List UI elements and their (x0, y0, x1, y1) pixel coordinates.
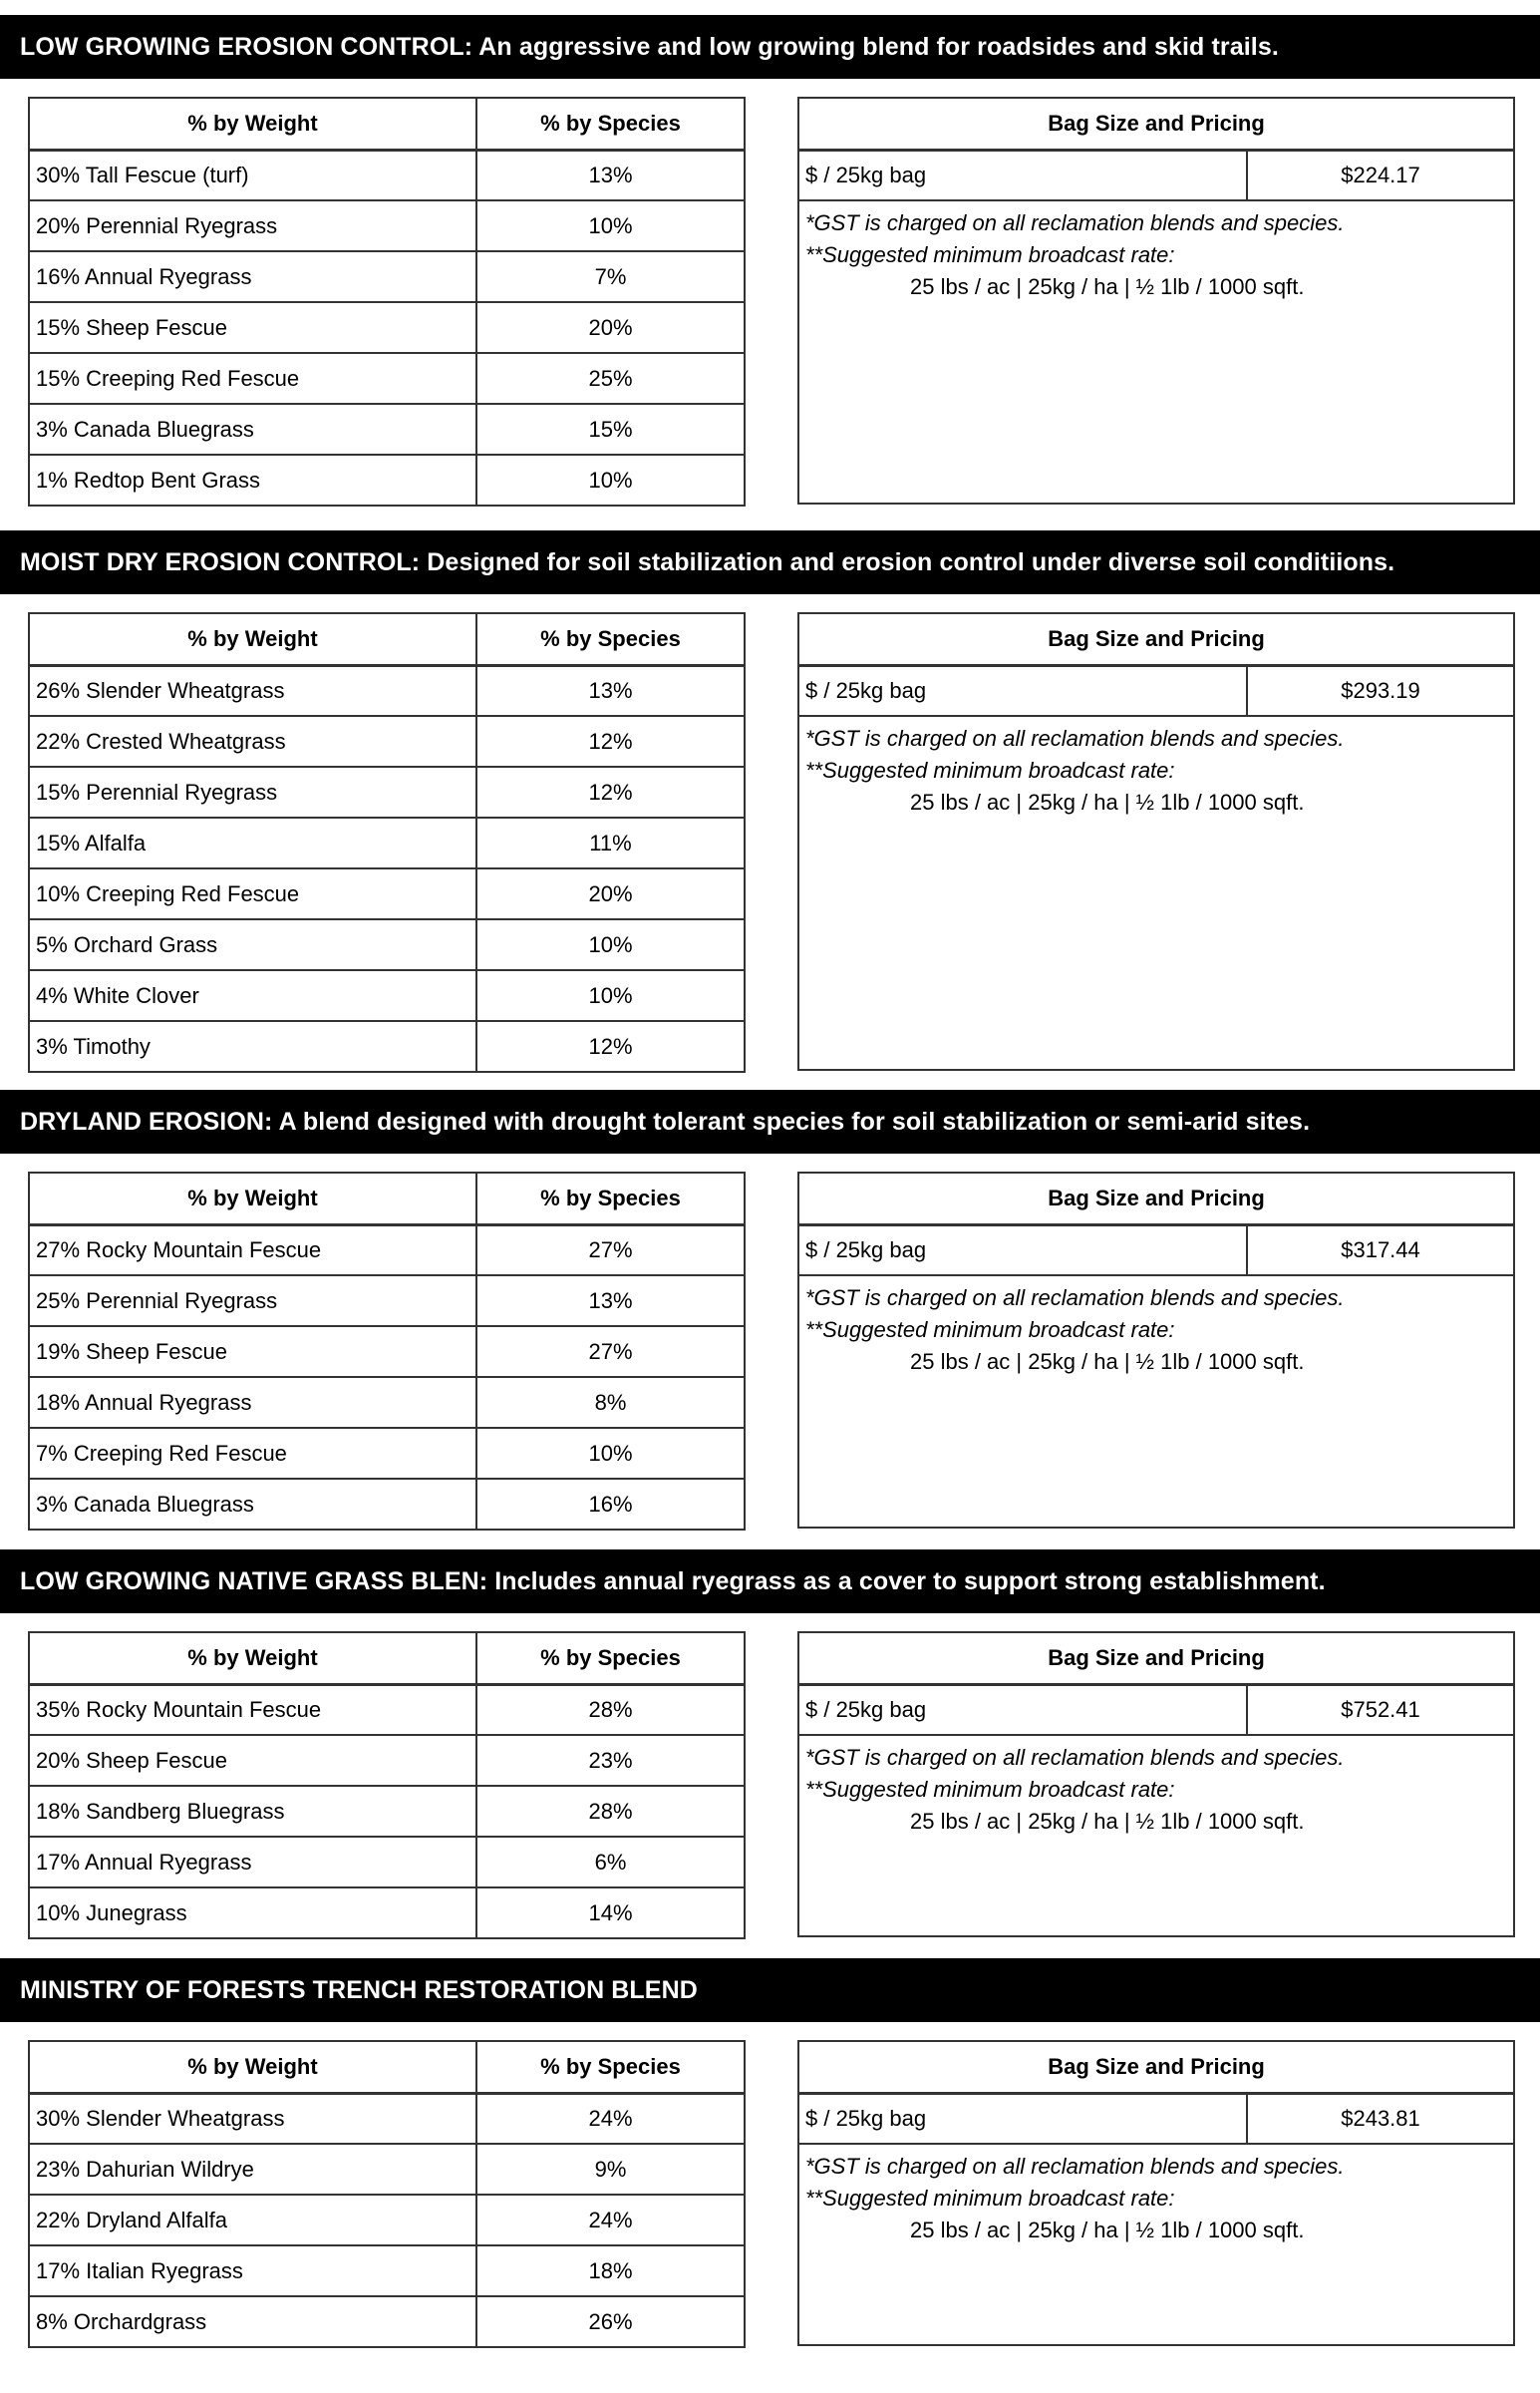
composition-row (29, 200, 745, 251)
percent-by-weight: 17% Italian Ryegrass (29, 2245, 476, 2296)
pricing-header-row (798, 613, 1514, 665)
percent-by-species: 10% (476, 200, 745, 251)
pricing-table (797, 1631, 1515, 1937)
composition-row (29, 455, 745, 506)
composition-row (29, 404, 745, 455)
column-header-species: % by Species (476, 98, 745, 150)
column-header-weight: % by Weight (29, 1632, 476, 1684)
percent-by-weight: 3% Timothy (29, 1021, 476, 1072)
composition-row (29, 767, 745, 818)
percent-by-species: 18% (476, 2245, 745, 2296)
percent-by-species: 26% (476, 2296, 745, 2347)
percent-by-weight: 26% Slender Wheatgrass (29, 665, 476, 716)
notes-row (798, 1275, 1514, 1528)
percent-by-weight: 25% Perennial Ryegrass (29, 1275, 476, 1326)
percent-by-weight: 16% Annual Ryegrass (29, 251, 476, 302)
percent-by-weight: 23% Dahurian Wildrye (29, 2144, 476, 2195)
percent-by-species: 10% (476, 1428, 745, 1479)
pricing-notes (798, 716, 1514, 1070)
blend-title: LOW GROWING EROSION CONTROL: (20, 33, 473, 61)
percent-by-weight: 10% Junegrass (29, 1887, 476, 1938)
bag-price: $752.41 (1247, 1684, 1514, 1735)
percent-by-weight: 3% Canada Bluegrass (29, 404, 476, 455)
composition-table (28, 97, 746, 507)
composition-row (29, 919, 745, 970)
percent-by-weight: 15% Creeping Red Fescue (29, 353, 476, 404)
percent-by-species: 10% (476, 970, 745, 1021)
blend-description: A blend designed with drought tolerant species for soil stabilization or semi-arid sites. (272, 1108, 1311, 1136)
blend-description: Includes annual ryegrass as a cover to support strong establishment. (487, 1567, 1326, 1595)
composition-row (29, 150, 745, 200)
composition-row (29, 2144, 745, 2195)
pricing-table (797, 97, 1515, 505)
composition-row (29, 2296, 745, 2347)
percent-by-species: 12% (476, 767, 745, 818)
notes-row (798, 200, 1514, 504)
broadcast-rate-value: 25 lbs / ac | 25kg / ha | ½ 1lb / 1000 sqft. (910, 2218, 1305, 2242)
percent-by-species: 15% (476, 404, 745, 455)
percent-by-species: 10% (476, 455, 745, 506)
composition-row (29, 251, 745, 302)
percent-by-weight: 15% Alfalfa (29, 818, 476, 868)
blend-banner (0, 1090, 1540, 1154)
composition-row (29, 1786, 745, 1837)
percent-by-species: 24% (476, 2093, 745, 2144)
percent-by-species: 23% (476, 1735, 745, 1786)
blend-description: Designed for soil stabilization and erosion control under diverse soil conditiions. (420, 548, 1395, 576)
pricing-table (797, 612, 1515, 1071)
pricing-header-row (798, 2041, 1514, 2093)
composition-row (29, 868, 745, 919)
percent-by-species: 13% (476, 665, 745, 716)
composition-row (29, 1377, 745, 1428)
bag-price: $293.19 (1247, 665, 1514, 716)
price-row (798, 2093, 1514, 2144)
pricing-header: Bag Size and Pricing (798, 98, 1514, 150)
composition-row (29, 1275, 745, 1326)
bag-price: $243.81 (1247, 2093, 1514, 2144)
percent-by-species: 8% (476, 1377, 745, 1428)
percent-by-weight: 27% Rocky Mountain Fescue (29, 1224, 476, 1275)
percent-by-species: 13% (476, 150, 745, 200)
pricing-header-row (798, 1632, 1514, 1684)
price-row (798, 665, 1514, 716)
composition-table (28, 1172, 746, 1531)
blend-banner (0, 15, 1540, 79)
percent-by-species: 14% (476, 1887, 745, 1938)
blend-title: MINISTRY OF FORESTS TRENCH RESTORATION BLEND (20, 1976, 698, 2004)
composition-row (29, 2195, 745, 2245)
broadcast-rate-label: **Suggested minimum broadcast rate: (805, 242, 1175, 267)
broadcast-rate-value: 25 lbs / ac | 25kg / ha | ½ 1lb / 1000 sqft. (910, 1349, 1305, 1374)
bag-price: $224.17 (1247, 150, 1514, 200)
percent-by-species: 20% (476, 302, 745, 353)
percent-by-species: 6% (476, 1837, 745, 1887)
broadcast-rate-value: 25 lbs / ac | 25kg / ha | ½ 1lb / 1000 sqft. (910, 274, 1305, 299)
percent-by-species: 12% (476, 716, 745, 767)
percent-by-species: 11% (476, 818, 745, 868)
blend-banner (0, 1549, 1540, 1613)
bag-price: $317.44 (1247, 1224, 1514, 1275)
percent-by-species: 9% (476, 2144, 745, 2195)
column-header-species: % by Species (476, 613, 745, 665)
notes-row (798, 2144, 1514, 2345)
percent-by-species: 24% (476, 2195, 745, 2245)
bag-size-label: $ / 25kg bag (798, 2093, 1247, 2144)
pricing-notes (798, 1735, 1514, 1936)
percent-by-species: 28% (476, 1684, 745, 1735)
percent-by-weight: 18% Sandberg Bluegrass (29, 1786, 476, 1837)
composition-table (28, 612, 746, 1073)
percent-by-species: 7% (476, 251, 745, 302)
pricing-notes (798, 1275, 1514, 1528)
gst-note: *GST is charged on all reclamation blends and species. (805, 210, 1345, 235)
column-header-species: % by Species (476, 1632, 745, 1684)
percent-by-weight: 30% Tall Fescue (turf) (29, 150, 476, 200)
column-header-weight: % by Weight (29, 613, 476, 665)
broadcast-rate-value: 25 lbs / ac | 25kg / ha | ½ 1lb / 1000 sqft. (910, 1809, 1305, 1834)
blend-description: An aggressive and low growing blend for roadsides and skid trails. (472, 33, 1279, 61)
composition-row (29, 1224, 745, 1275)
blend-banner (0, 530, 1540, 594)
pricing-notes (798, 200, 1514, 504)
gst-note: *GST is charged on all reclamation blends and species. (805, 726, 1345, 751)
percent-by-species: 27% (476, 1326, 745, 1377)
percent-by-weight: 3% Canada Bluegrass (29, 1479, 476, 1530)
price-row (798, 150, 1514, 200)
composition-header-row (29, 613, 745, 665)
composition-row (29, 1428, 745, 1479)
blend-title: MOIST DRY EROSION CONTROL: (20, 548, 421, 576)
composition-row (29, 1837, 745, 1887)
percent-by-weight: 22% Dryland Alfalfa (29, 2195, 476, 2245)
percent-by-weight: 4% White Clover (29, 970, 476, 1021)
notes-row (798, 716, 1514, 1070)
gst-note: *GST is charged on all reclamation blends and species. (805, 2154, 1345, 2179)
composition-row (29, 665, 745, 716)
composition-row (29, 2093, 745, 2144)
percent-by-species: 25% (476, 353, 745, 404)
pricing-notes (798, 2144, 1514, 2345)
composition-header-row (29, 1173, 745, 1224)
price-row (798, 1684, 1514, 1735)
pricing-header: Bag Size and Pricing (798, 2041, 1514, 2093)
column-header-species: % by Species (476, 1173, 745, 1224)
column-header-weight: % by Weight (29, 98, 476, 150)
percent-by-species: 16% (476, 1479, 745, 1530)
percent-by-weight: 20% Sheep Fescue (29, 1735, 476, 1786)
percent-by-species: 13% (476, 1275, 745, 1326)
column-header-species: % by Species (476, 2041, 745, 2093)
gst-note: *GST is charged on all reclamation blends and species. (805, 1745, 1345, 1770)
broadcast-rate-label: **Suggested minimum broadcast rate: (805, 1317, 1175, 1342)
pricing-header-row (798, 1173, 1514, 1224)
gst-note: *GST is charged on all reclamation blends and species. (805, 1285, 1345, 1310)
percent-by-species: 28% (476, 1786, 745, 1837)
blend-banner (0, 1958, 1540, 2022)
bag-size-label: $ / 25kg bag (798, 1224, 1247, 1275)
pricing-header: Bag Size and Pricing (798, 1632, 1514, 1684)
broadcast-rate-label: **Suggested minimum broadcast rate: (805, 1777, 1175, 1802)
percent-by-weight: 1% Redtop Bent Grass (29, 455, 476, 506)
pricing-header: Bag Size and Pricing (798, 613, 1514, 665)
percent-by-weight: 7% Creeping Red Fescue (29, 1428, 476, 1479)
percent-by-species: 12% (476, 1021, 745, 1072)
percent-by-species: 10% (476, 919, 745, 970)
percent-by-weight: 15% Sheep Fescue (29, 302, 476, 353)
percent-by-species: 27% (476, 1224, 745, 1275)
blend-title: LOW GROWING NATIVE GRASS BLEN: (20, 1567, 488, 1595)
composition-row (29, 818, 745, 868)
percent-by-weight: 17% Annual Ryegrass (29, 1837, 476, 1887)
composition-header-row (29, 1632, 745, 1684)
composition-header-row (29, 2041, 745, 2093)
pricing-header: Bag Size and Pricing (798, 1173, 1514, 1224)
percent-by-weight: 15% Perennial Ryegrass (29, 767, 476, 818)
percent-by-weight: 19% Sheep Fescue (29, 1326, 476, 1377)
percent-by-weight: 22% Crested Wheatgrass (29, 716, 476, 767)
broadcast-rate-label: **Suggested minimum broadcast rate: (805, 758, 1175, 783)
column-header-weight: % by Weight (29, 1173, 476, 1224)
percent-by-weight: 20% Perennial Ryegrass (29, 200, 476, 251)
broadcast-rate-value: 25 lbs / ac | 25kg / ha | ½ 1lb / 1000 sqft. (910, 790, 1305, 815)
composition-table (28, 1631, 746, 1939)
composition-row (29, 1326, 745, 1377)
composition-row (29, 1021, 745, 1072)
price-row (798, 1224, 1514, 1275)
percent-by-weight: 30% Slender Wheatgrass (29, 2093, 476, 2144)
composition-row (29, 1479, 745, 1530)
percent-by-weight: 8% Orchardgrass (29, 2296, 476, 2347)
percent-by-weight: 18% Annual Ryegrass (29, 1377, 476, 1428)
percent-by-weight: 10% Creeping Red Fescue (29, 868, 476, 919)
column-header-weight: % by Weight (29, 2041, 476, 2093)
composition-row (29, 302, 745, 353)
composition-row (29, 2245, 745, 2296)
pricing-header-row (798, 98, 1514, 150)
bag-size-label: $ / 25kg bag (798, 665, 1247, 716)
composition-row (29, 970, 745, 1021)
pricing-table (797, 1172, 1515, 1529)
pricing-table (797, 2040, 1515, 2346)
notes-row (798, 1735, 1514, 1936)
composition-table (28, 2040, 746, 2348)
composition-header-row (29, 98, 745, 150)
bag-size-label: $ / 25kg bag (798, 1684, 1247, 1735)
composition-row (29, 353, 745, 404)
percent-by-weight: 5% Orchard Grass (29, 919, 476, 970)
composition-row (29, 1684, 745, 1735)
composition-row (29, 1735, 745, 1786)
bag-size-label: $ / 25kg bag (798, 150, 1247, 200)
percent-by-species: 20% (476, 868, 745, 919)
broadcast-rate-label: **Suggested minimum broadcast rate: (805, 2186, 1175, 2211)
percent-by-weight: 35% Rocky Mountain Fescue (29, 1684, 476, 1735)
composition-row (29, 1887, 745, 1938)
blend-title: DRYLAND EROSION: (20, 1108, 273, 1136)
composition-row (29, 716, 745, 767)
